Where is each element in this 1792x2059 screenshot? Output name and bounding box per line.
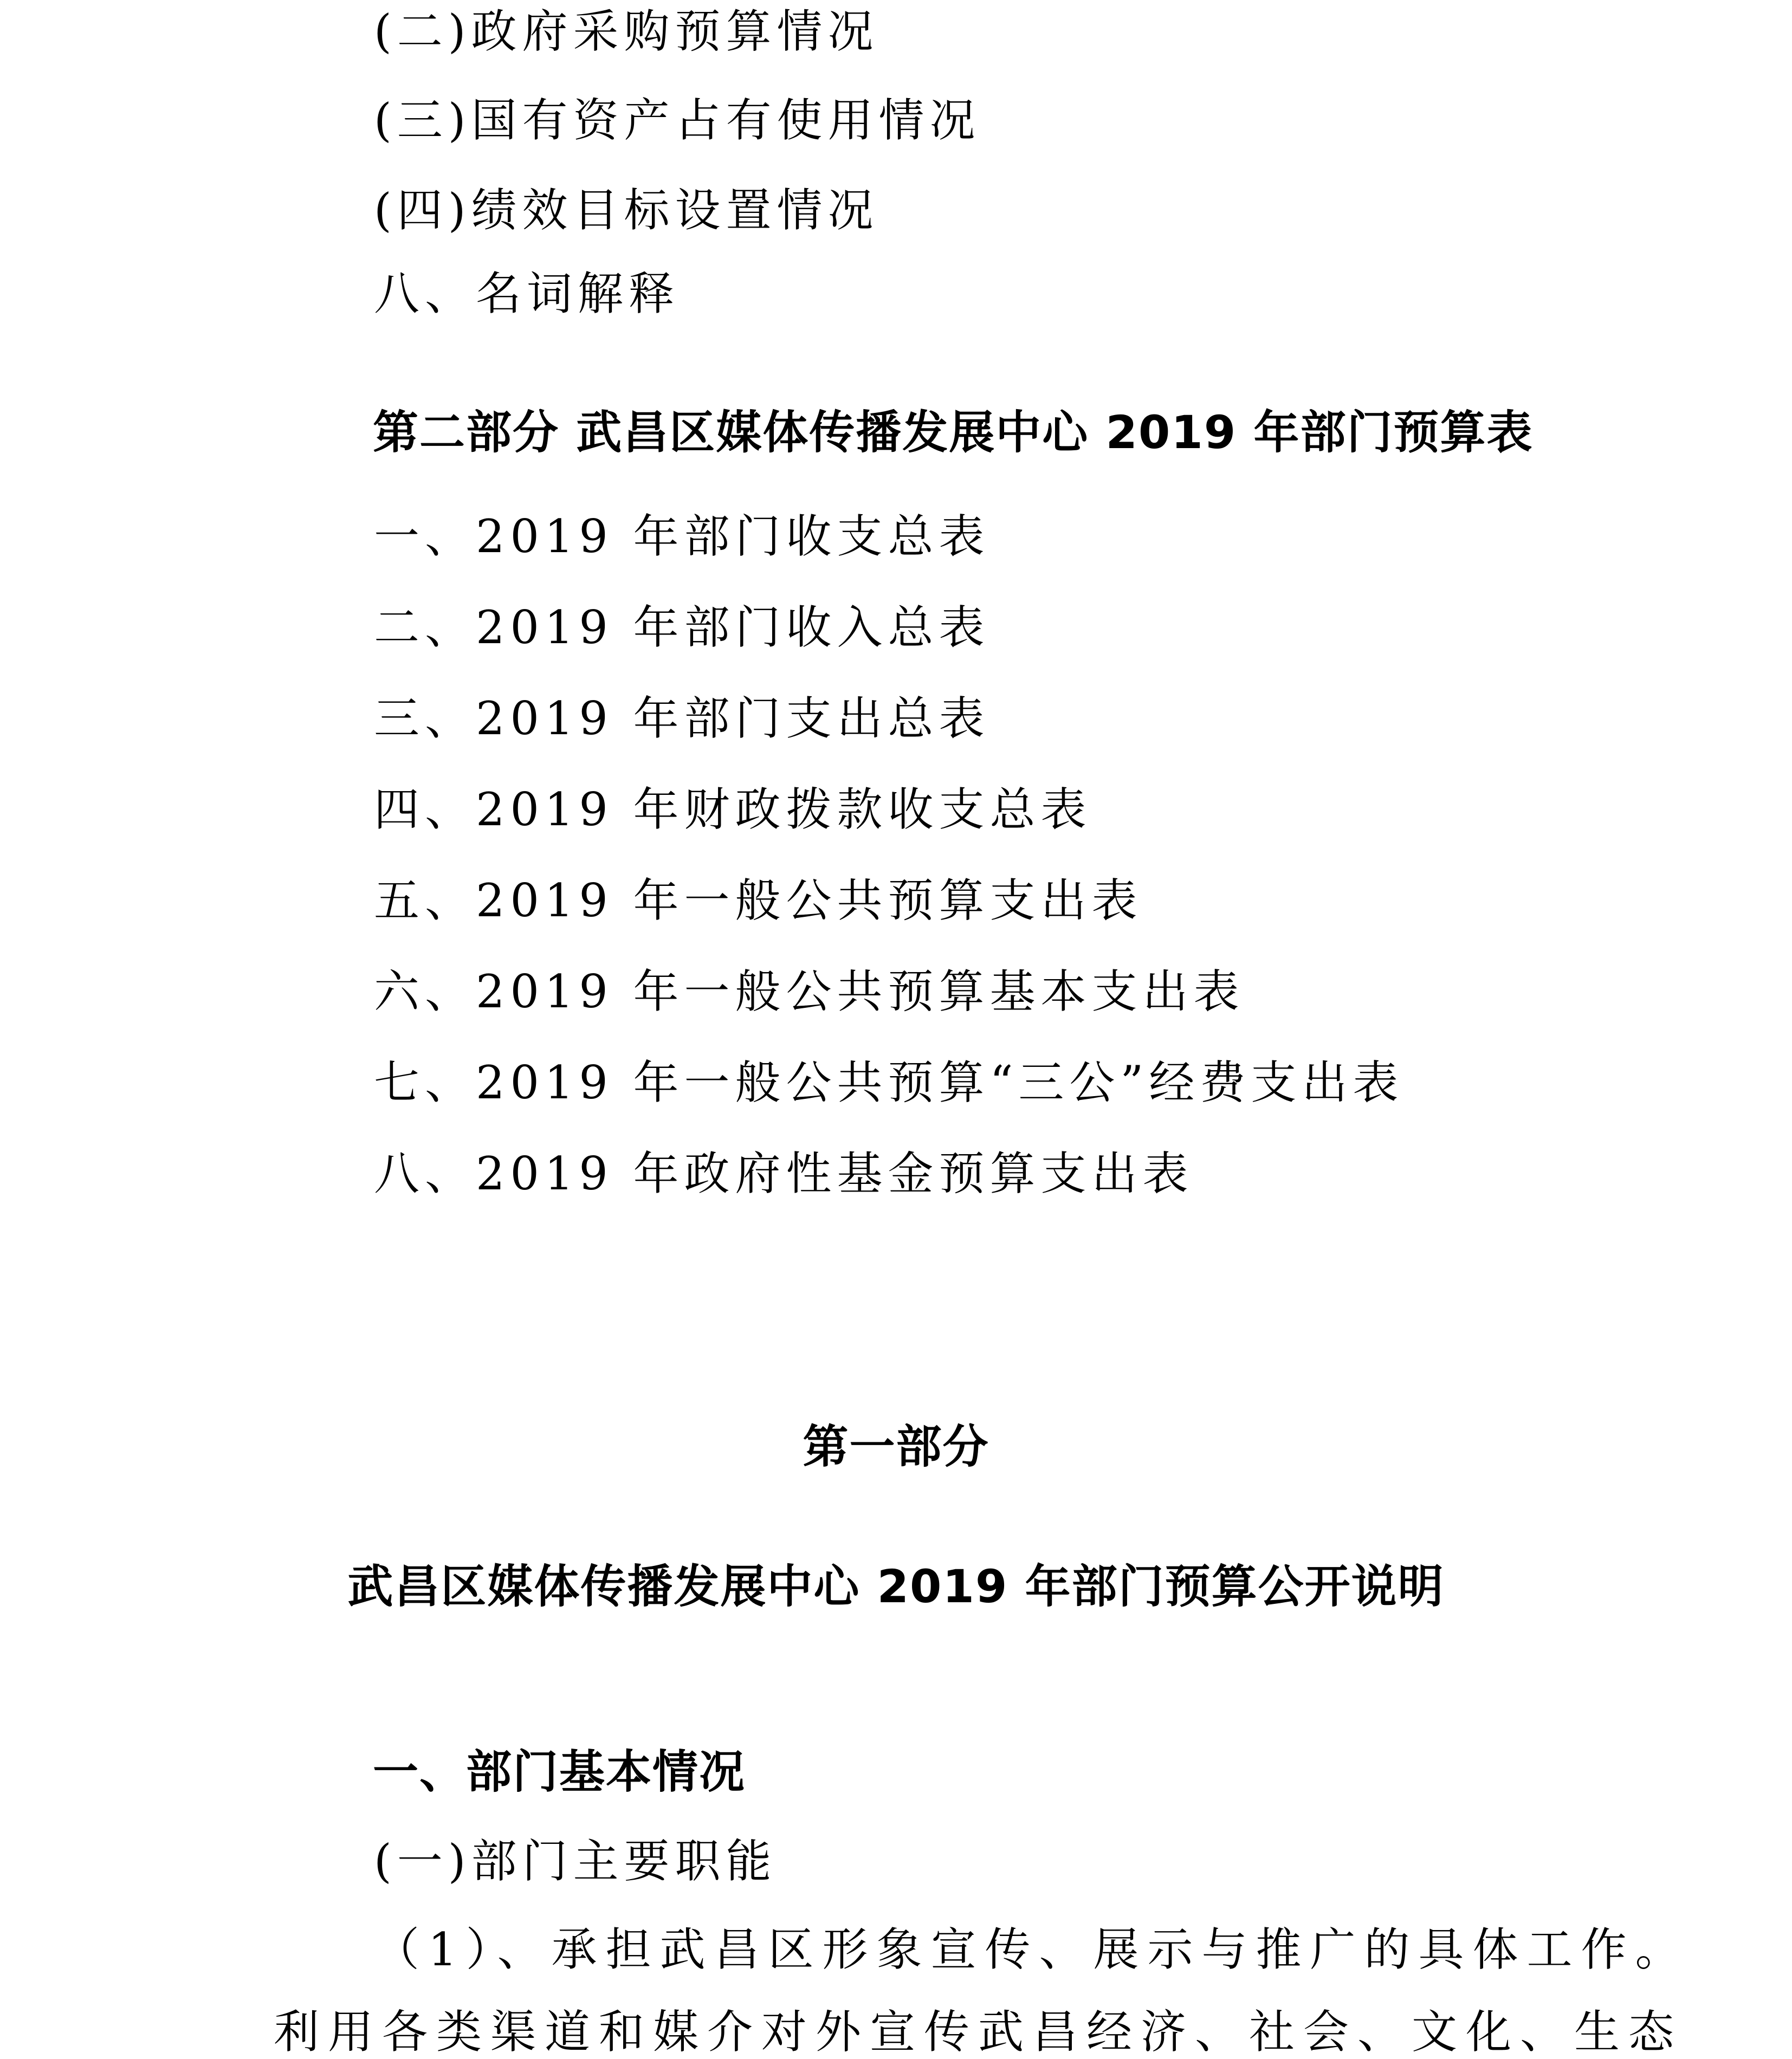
table-list-item: 一、2019 年部门收支总表	[374, 510, 990, 563]
part-one-title: 武昌区媒体传播发展中心 2019 年部门预算公开说明	[347, 1560, 1445, 1613]
toc-item-performance: (四)绩效目标设置情况	[374, 184, 879, 237]
section-heading: 一、部门基本情况	[373, 1745, 746, 1798]
toc-item-assets: (三)国有资产占有使用情况	[374, 94, 981, 147]
part-one-heading: 第一部分	[803, 1420, 989, 1473]
paragraph-line: 利用各类渠道和媒介对外宣传武昌经济、社会、文化、生态	[274, 2005, 1683, 2058]
table-list-item: 八、2019 年政府性基金预算支出表	[374, 1147, 1194, 1200]
table-list-item: 二、2019 年部门收入总表	[374, 601, 990, 654]
toc-item-glossary: 八、名词解释	[374, 267, 680, 320]
paragraph-line: （1）、承担武昌区形象宣传、展示与推广的具体工作。	[374, 1923, 1690, 1976]
subsection-heading: (一)部门主要职能	[374, 1835, 777, 1888]
table-list-item: 五、2019 年一般公共预算支出表	[374, 874, 1143, 927]
table-list-item: 七、2019 年一般公共预算“三公”经费支出表	[374, 1056, 1404, 1109]
table-list-item: 六、2019 年一般公共预算基本支出表	[374, 965, 1245, 1018]
part-two-heading: 第二部分 武昌区媒体传播发展中心 2019 年部门预算表	[373, 406, 1534, 459]
toc-item-procurement: (二)政府采购预算情况	[374, 5, 879, 58]
table-list-item: 三、2019 年部门支出总表	[374, 692, 990, 745]
table-list-item: 四、2019 年财政拨款收支总表	[374, 783, 1092, 836]
